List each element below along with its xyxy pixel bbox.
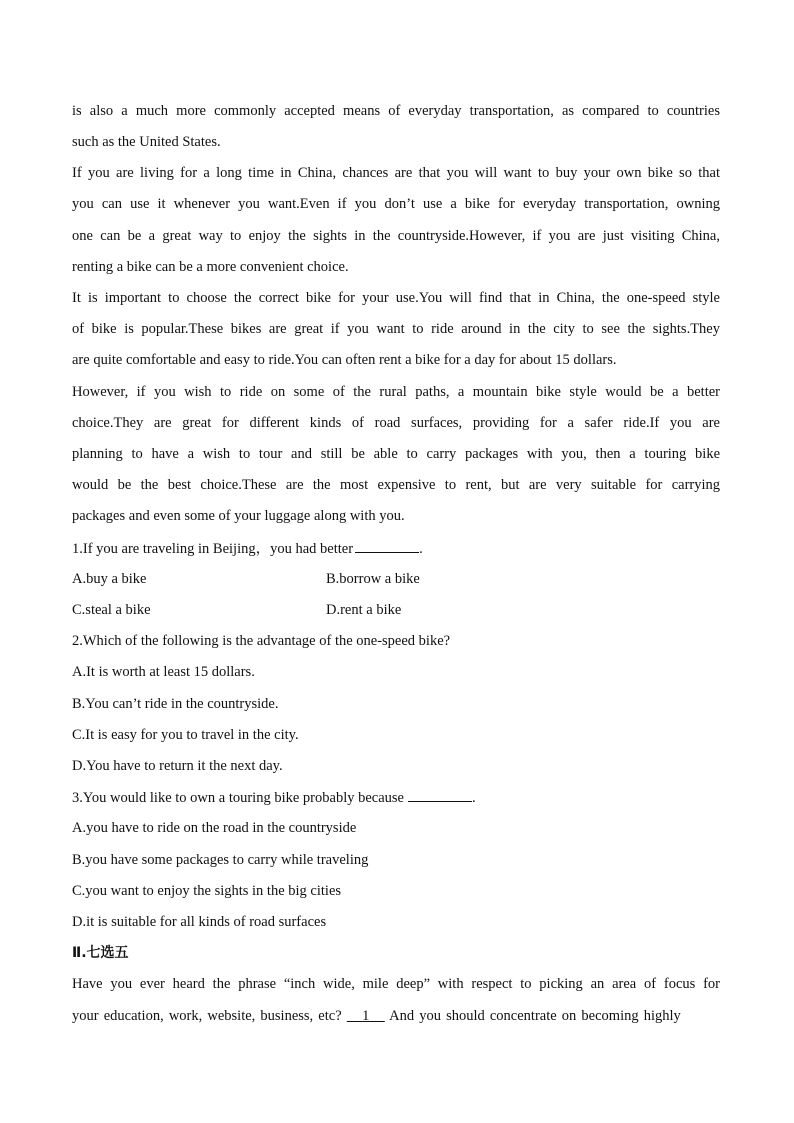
passage-line: would be the best choice.These are the most expensive to rent, but are very suitable for carrying bbox=[72, 477, 720, 493]
passage-line: renting a bike can be a more convenient choice. bbox=[72, 259, 349, 275]
question-stem-text: 3.You would like to own a touring bike probably because bbox=[72, 790, 404, 806]
question-stem: 2.Which of the following is the advantage of the one-speed bike? bbox=[72, 633, 451, 649]
option-b: B.borrow a bike bbox=[326, 571, 420, 587]
passage-line: packages and even some of your luggage along with you. bbox=[72, 508, 405, 524]
section-line-end: And you should concentrate on becoming highly bbox=[389, 1008, 681, 1024]
option-d: D.You have to return it the next day. bbox=[72, 758, 283, 774]
passage-line: such as the United States. bbox=[72, 134, 221, 150]
option-a: A.It is worth at least 15 dollars. bbox=[72, 664, 255, 680]
question-stem-end: . bbox=[471, 790, 476, 806]
passage-line: are quite comfortable and easy to ride.You can often rent a bike for a day for about 15 dollars. bbox=[72, 352, 617, 368]
passage-line: choice.They are great for different kinds of road surfaces, providing for a safer ride.If you are bbox=[72, 415, 720, 431]
option-b: B.You can’t ride in the countryside. bbox=[72, 696, 279, 712]
question-stem-end: . bbox=[419, 541, 423, 557]
option-c: C.steal a bike bbox=[72, 602, 151, 618]
question-stem bbox=[72, 538, 720, 559]
passage-line: If you are living for a long time in China, chances are that you will want to buy your own bike so that bbox=[72, 165, 720, 181]
passage-line: It is important to choose the correct bike for your use.You will find that in China, the one-speed style bbox=[72, 290, 720, 306]
answer-blank bbox=[355, 538, 419, 553]
numbered-blank: 1 bbox=[362, 1008, 370, 1024]
option-a: A.buy a bike bbox=[72, 571, 147, 587]
option-b: B.you have some packages to carry while traveling bbox=[72, 852, 369, 868]
question-stem-text: 1.If you are traveling in Beijing，you had better bbox=[72, 541, 354, 557]
passage-line: of bike is popular.These bikes are great if you want to ride around in the city to see the sights.They bbox=[72, 321, 720, 337]
passage-line: you can use it whenever you want.Even if you don’t use a bike for everyday transportation, owning bbox=[72, 196, 720, 212]
section-line-start: your education, work, website, business, etc? bbox=[72, 1008, 342, 1024]
option-c: C.you want to enjoy the sights in the big cities bbox=[72, 883, 342, 899]
passage-line: one can be a great way to enjoy the sights in the countryside.However, if you are just visiting China, bbox=[72, 228, 720, 244]
option-a: A.you have to ride on the road in the countryside bbox=[72, 820, 357, 836]
option-c: C.It is easy for you to travel in the city. bbox=[72, 727, 299, 743]
answer-blank bbox=[408, 787, 472, 802]
option-d: D.it is suitable for all kinds of road surfaces bbox=[72, 914, 327, 930]
section-line bbox=[72, 1006, 720, 1026]
passage-line: However, if you wish to ride on some of the rural paths, a mountain bike style would be a better bbox=[72, 384, 720, 400]
question-stem bbox=[72, 787, 720, 808]
section-line: Have you ever heard the phrase “inch wide, mile deep” with respect to picking an area of focus for bbox=[72, 976, 720, 992]
passage-line: is also a much more commonly accepted means of everyday transportation, as compared to countries bbox=[72, 103, 720, 119]
option-d: D.rent a bike bbox=[326, 602, 402, 618]
section-heading: Ⅱ.七选五 bbox=[72, 945, 129, 961]
passage-line: planning to have a wish to tour and still be able to carry packages with you, then a touring bike bbox=[72, 446, 720, 462]
